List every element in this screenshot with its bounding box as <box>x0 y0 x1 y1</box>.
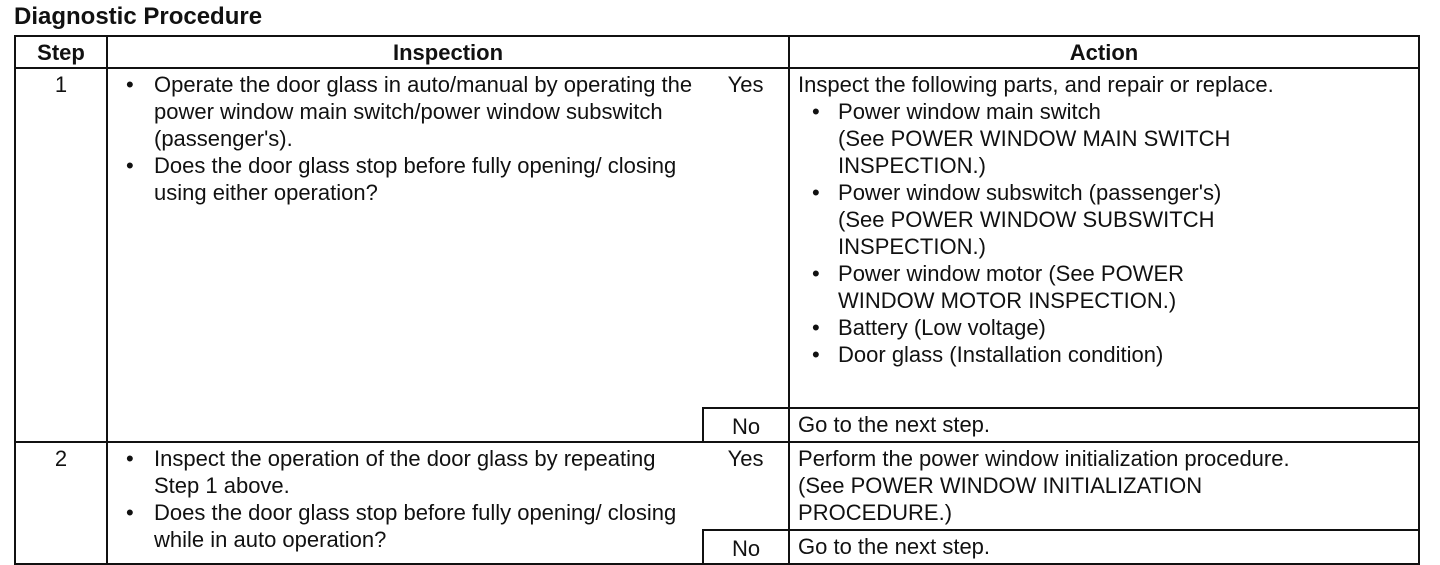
action-item <box>798 341 1412 368</box>
action-line: (See POWER WINDOW SUBSWITCH <box>838 207 1215 232</box>
inspection-cell <box>107 442 703 564</box>
action-line: Perform the power window initialization procedure. <box>798 446 1290 471</box>
action-line: • Power window main switch <box>838 99 1101 124</box>
action-line: INSPECTION.) <box>838 234 986 259</box>
table-row <box>15 68 1419 408</box>
action-line: • Power window subswitch (passenger's) <box>838 180 1222 205</box>
header-inspection: Inspection <box>107 36 789 68</box>
step-number: 2 <box>15 442 107 564</box>
action-line: • Battery (Low voltage) <box>838 315 1046 340</box>
action-line: (See POWER WINDOW MAIN SWITCH <box>838 126 1231 151</box>
action-line: PROCEDURE.) <box>798 500 953 525</box>
no-label: No <box>703 408 789 442</box>
diagnostic-table <box>14 35 1420 565</box>
action-intro: Inspect the following parts, and repair or replace. <box>798 72 1274 97</box>
header-action: Action <box>789 36 1419 68</box>
action-line: INSPECTION.) <box>838 153 986 178</box>
action-cell <box>789 68 1419 408</box>
action-line: (See POWER WINDOW INITIALIZATION <box>798 473 1203 498</box>
action-line: WINDOW MOTOR INSPECTION.) <box>838 288 1177 313</box>
inspection-item: • Inspect the operation of the door glass by repeating Step 1 above. <box>122 445 696 499</box>
table-row <box>15 442 1419 530</box>
table-header-row <box>15 36 1419 68</box>
action-item <box>798 179 1412 260</box>
page-title: Diagnostic Procedure <box>14 3 263 30</box>
action-item <box>798 314 1412 341</box>
inspection-item: • Does the door glass stop before fully opening/ closing using either operation? <box>122 152 696 206</box>
action-line: • Power window motor (See POWER <box>838 261 1185 286</box>
step-number: 1 <box>15 68 107 442</box>
action-item <box>798 98 1412 179</box>
header-step: Step <box>15 36 107 68</box>
action-item <box>798 260 1412 314</box>
action-cell: Go to the next step. <box>789 530 1419 564</box>
action-cell <box>789 442 1419 530</box>
action-line: • Door glass (Installation condition) <box>838 342 1164 367</box>
yes-label: Yes <box>703 68 789 408</box>
inspection-item: • Does the door glass stop before fully opening/ closing while in auto operation? <box>122 499 696 553</box>
yes-label: Yes <box>703 442 789 530</box>
inspection-cell <box>107 68 703 442</box>
inspection-item: • Operate the door glass in auto/manual by operating the power window main switch/power window subswitch (passenger's). <box>122 71 696 152</box>
no-label: No <box>703 530 789 564</box>
action-cell: Go to the next step. <box>789 408 1419 442</box>
